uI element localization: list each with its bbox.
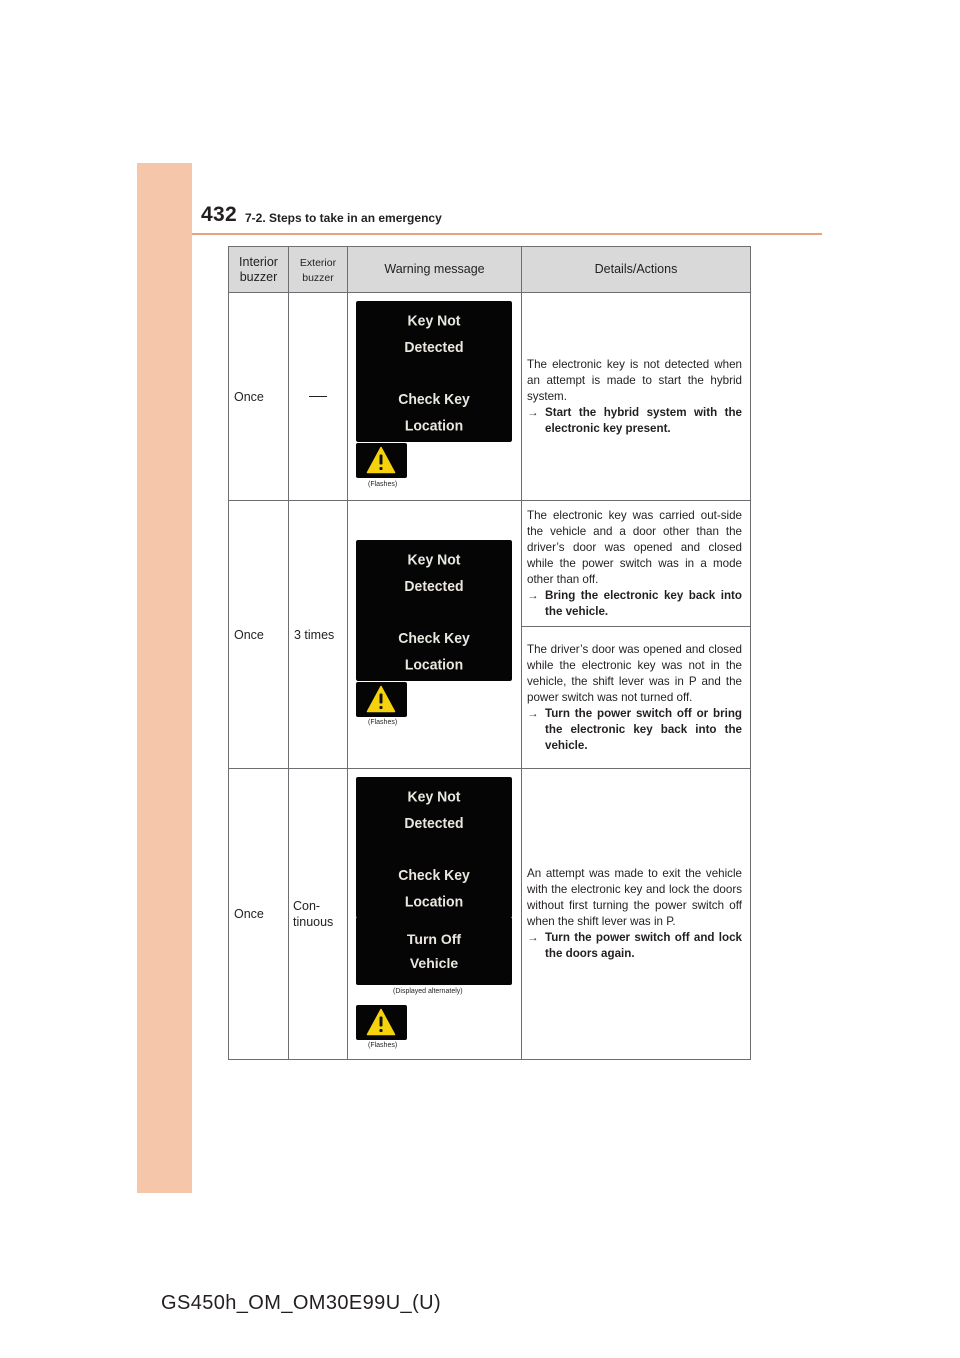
details-cell — [522, 769, 751, 1060]
turn-off-vehicle-screen — [356, 917, 512, 985]
details-text: The electronic key was carried out-side the vehicle and a door other than the driver’s door was opened and closed while the power switch was in a mode other than off. — [527, 508, 742, 586]
action-text — [527, 706, 742, 754]
warning-triangle-icon — [366, 1008, 396, 1036]
details-cell — [522, 627, 751, 769]
arrow-icon: → — [527, 706, 539, 720]
arrow-icon: → — [527, 588, 539, 602]
details-text: The electronic key is not detected when an attempt is made to start the hybrid system. — [527, 357, 742, 403]
document-code-footer: GS450h_OM_OM30E99U_(U) — [161, 1292, 442, 1314]
key-not-detected-screen — [356, 301, 512, 442]
warning-indicator — [356, 443, 407, 478]
warning-message-cell — [348, 293, 522, 501]
displayed-alternately-caption: (Displayed alternately) — [393, 988, 463, 995]
header-message-label: Warning message — [384, 262, 485, 276]
warning-indicator — [356, 682, 407, 717]
header-details-actions — [522, 247, 751, 293]
table-header-row — [229, 247, 751, 293]
action-text — [527, 588, 742, 620]
interior-buzzer-cell: Once — [229, 293, 289, 501]
header-warning-message — [348, 247, 522, 293]
screen-line: Turn Off — [406, 931, 462, 947]
header-details-label: Details/Actions — [594, 262, 678, 276]
screen-line: Key Not — [407, 787, 461, 805]
interior-buzzer-cell: Once — [229, 769, 289, 1060]
arrow-icon: → — [527, 931, 539, 944]
details-cell — [522, 501, 751, 627]
warning-message-cell — [348, 769, 522, 1060]
details-text: An attempt was made to exit the vehicle with the electronic key and lock the doors without first turning the power switch off when the shift lever was in P. — [527, 867, 742, 928]
exterior-buzzer-cell — [289, 293, 348, 501]
flashes-caption: (Flashes) — [368, 481, 398, 488]
screen-line: Key Not — [407, 311, 461, 329]
exterior-buzzer-label: Con-tinuous — [293, 898, 334, 929]
none-dash — [309, 396, 327, 397]
flashes-caption: (Flashes) — [368, 719, 398, 726]
action-label: Start the hybrid system with the electronic key present. — [545, 405, 742, 435]
table-row — [229, 769, 751, 1060]
table-row — [229, 501, 751, 627]
action-text — [527, 930, 742, 962]
table-row — [229, 293, 751, 501]
screen-line: Vehicle — [409, 955, 459, 971]
details-text: The driver’s door was opened and closed while the electronic key was not in the vehicle, the shift lever was in P and the power switch was not turned off. — [527, 642, 742, 704]
warning-triangle-icon — [366, 446, 396, 474]
screen-line: Check Key — [398, 390, 470, 408]
action-label: Turn the power switch off or bring the electronic key back into the vehicle. — [545, 706, 742, 752]
section-title: 7-2. Steps to take in an emergency — [245, 211, 442, 225]
header-interior-buzzer — [229, 247, 289, 293]
page-number: 432 — [201, 203, 237, 226]
exterior-buzzer-cell: 3 times — [289, 501, 348, 769]
warning-triangle-icon — [366, 685, 396, 713]
screen-line: Detected — [404, 338, 464, 356]
screen-line: Detected — [404, 814, 464, 832]
screen-line: Location — [404, 655, 464, 673]
screen-line: Key Not — [407, 550, 461, 568]
screen-line: Check Key — [398, 866, 470, 884]
warning-indicator — [356, 1005, 407, 1040]
arrow-icon: → — [527, 405, 539, 419]
header-rule — [192, 233, 822, 235]
warning-message-cell — [348, 501, 522, 769]
exterior-buzzer-cell — [289, 769, 348, 1060]
action-label: Turn the power switch off and lock the doors again. — [545, 931, 742, 960]
screen-line: Check Key — [398, 629, 470, 647]
flashes-caption: (Flashes) — [368, 1042, 398, 1049]
details-cell — [522, 293, 751, 501]
header-exterior-label: Exterior buzzer — [299, 256, 337, 284]
action-text — [527, 405, 742, 437]
key-not-detected-screen — [356, 540, 512, 681]
screen-line: Detected — [404, 577, 464, 595]
screen-line: Location — [404, 416, 464, 434]
key-not-detected-screen — [356, 777, 512, 918]
header-exterior-buzzer — [289, 247, 348, 293]
warning-table — [228, 246, 751, 1060]
side-tab-band — [137, 163, 192, 1193]
action-label: Bring the electronic key back into the vehicle. — [545, 588, 742, 618]
header-interior-label: Interior buzzer — [239, 254, 278, 284]
screen-line: Location — [404, 892, 464, 910]
interior-buzzer-cell: Once — [229, 501, 289, 769]
